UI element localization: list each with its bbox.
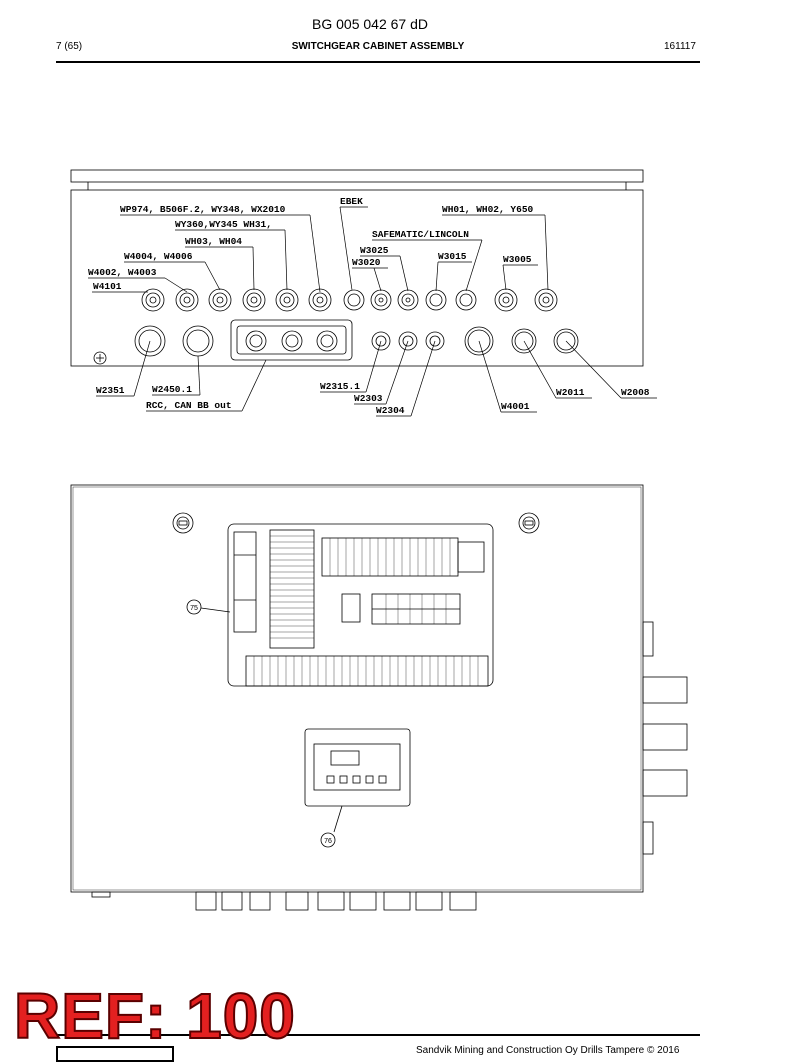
label-ebek: EBEK (340, 196, 363, 207)
label-w3025: W3025 (360, 245, 389, 256)
gland-row-top (142, 289, 557, 311)
label-w3020: W3020 (352, 257, 381, 268)
page-number: 7 (65) (56, 41, 83, 52)
cabinet-front-view-drawing (0, 480, 794, 920)
document-number: BG 005 042 67 dD (312, 16, 428, 32)
label-safematic: SAFEMATIC/LINCOLN (372, 229, 469, 240)
label-wp974: WP974, B506F.2, WY348, WX2010 (120, 204, 286, 215)
ref-stamp: REF: 100 (14, 980, 296, 1052)
label-w4004: W4004, W4006 (124, 251, 193, 262)
label-w2351: W2351 (96, 385, 125, 396)
label-w2450: W2450.1 (152, 384, 192, 395)
label-w3015: W3015 (438, 251, 467, 262)
header-divider (56, 61, 700, 63)
hmi-keys (327, 776, 386, 783)
callout-76: 76 (324, 838, 332, 845)
label-w4101: W4101 (93, 281, 122, 292)
label-w4001: W4001 (501, 401, 530, 412)
label-w2315: W2315.1 (320, 381, 360, 392)
document-date: 161117 (664, 41, 696, 52)
label-w4002: W4002, W4003 (88, 267, 157, 278)
gland-row-bottom (135, 320, 578, 360)
label-wh03: WH03, WH04 (185, 236, 243, 247)
callout-75: 75 (190, 605, 198, 612)
label-rcc: RCC, CAN BB out (146, 400, 232, 411)
label-w2304: W2304 (376, 405, 405, 416)
label-wh01: WH01, WH02, Y650 (442, 204, 534, 215)
label-w2011: W2011 (556, 387, 585, 398)
label-w3005: W3005 (503, 254, 532, 265)
footer-copyright: Sandvik Mining and Construction Oy Drills Tampere © 2016 (416, 1045, 680, 1056)
label-wy360: WY360,WY345 WH31, (175, 219, 272, 230)
document-title: SWITCHGEAR CABINET ASSEMBLY (291, 41, 465, 52)
label-w2303: W2303 (354, 393, 383, 404)
label-w2008: W2008 (621, 387, 650, 398)
